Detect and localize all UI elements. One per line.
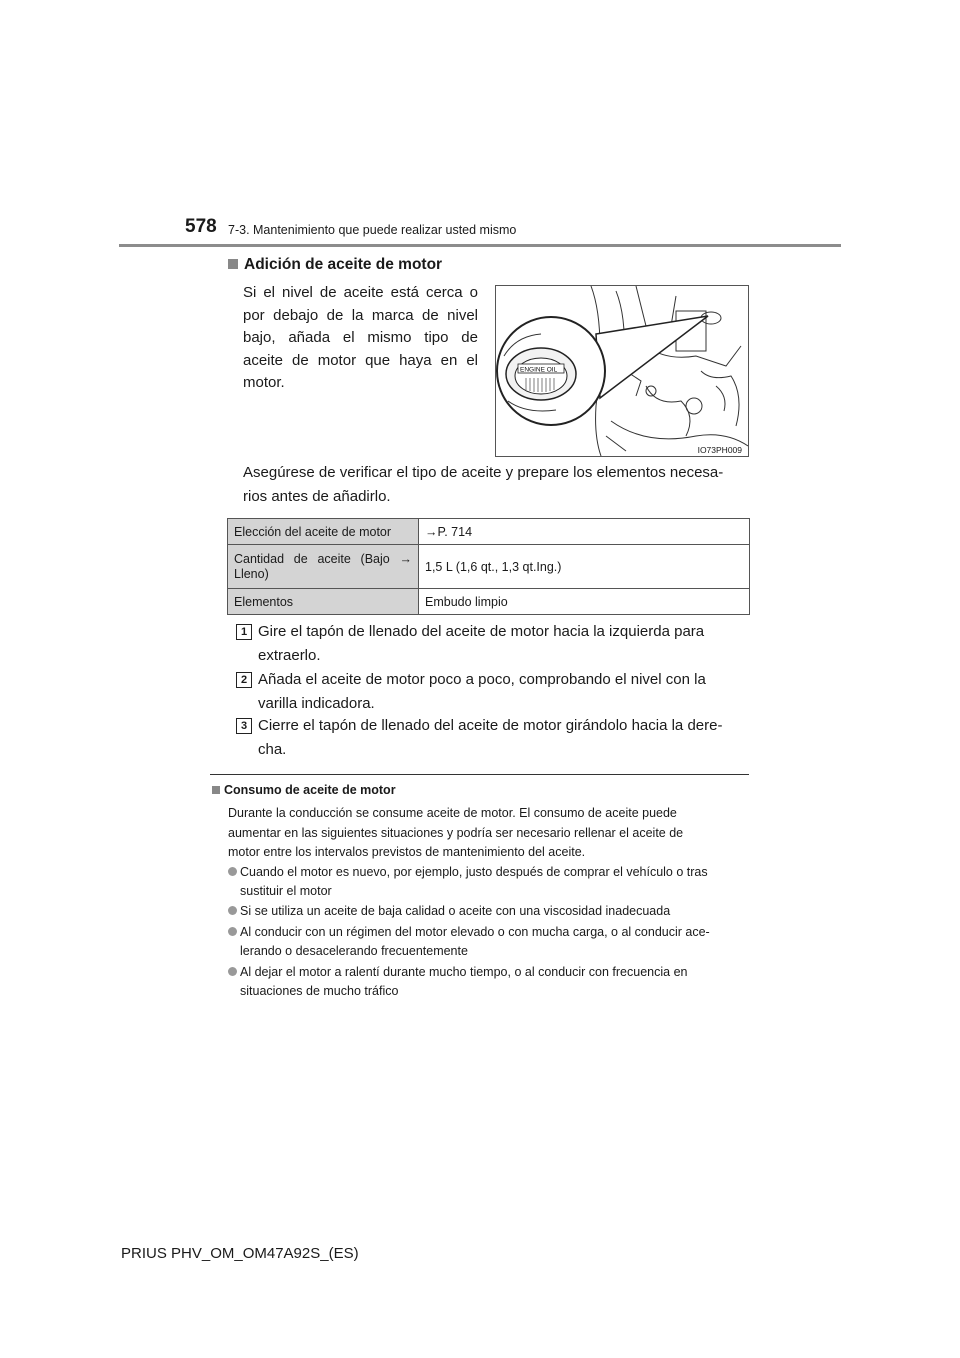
step-3-line-1: Cierre el tapón de llenado del aceite de motor girándolo hacia la dere- [258,717,723,734]
table-row [228,589,750,615]
square-bullet-icon [212,786,220,794]
oil-spec-table [227,518,750,615]
circle-bullet-icon [228,867,237,876]
step-number-1: 1 [236,624,252,640]
step-1-line-1: Gire el tapón de llenado del aceite de motor hacia la izquierda para [258,623,705,640]
intro-paragraph: Si el nivel de aceite está cerca o por debajo de la marca de nivel bajo, añada el mismo tipo de aceite de motor que haya en el motor. [243,284,478,392]
list-item [228,863,746,901]
table-key-line-2: Lleno) [234,566,269,581]
step-3-line-2: cha. [258,741,287,758]
illustration-code: IO73PH009 [697,445,742,455]
table-key: Elección del aceite de motor [228,519,419,545]
bullet-1-line-2: sustituir el motor [240,884,332,898]
list-item [228,963,746,1001]
table-key [228,545,419,589]
section-heading [228,256,442,274]
square-bullet-icon [228,259,238,269]
circle-bullet-icon [228,906,237,915]
bullet-2-line-1: Si se utiliza un aceite de baja calidad o aceite con una viscosidad inadecuada [240,904,671,918]
info-paragraph [228,804,746,863]
circle-bullet-icon [228,927,237,936]
step-2-line-2: varilla indicadora. [258,695,375,712]
table-row [228,545,750,589]
engine-oil-cap-illustration [495,285,749,457]
info-divider [210,774,749,775]
bullet-4-line-2: situaciones de mucho tráfico [240,984,399,998]
step-1-text [258,620,744,668]
list-item [228,923,746,961]
header-divider [119,244,841,247]
table-key: Elementos [228,589,419,615]
table-value: 1,5 L (1,6 qt., 1,3 qt.Ing.) [419,545,750,589]
bullet-3-line-2: lerando o desacelerando frecuentemente [240,944,468,958]
step-number-3: 3 [236,718,252,734]
step-number-2: 2 [236,672,252,688]
step-3-text [258,714,744,762]
list-item [228,902,746,921]
cap-label-text: ENGINE OIL [520,366,558,374]
info-line-3: motor entre los intervalos previstos de mantenimiento del aceite. [228,845,586,859]
document-footer: PRIUS PHV_OM_OM47A92S_(ES) [121,1245,359,1262]
step-2-line-1: Añada el aceite de motor poco a poco, comprobando el nivel con la [258,671,706,688]
info-line-2: aumentar en las siguientes situaciones y podría ser necesario rellenar el aceite de [228,825,684,840]
note-line-2: rios antes de añadirlo. [243,488,391,505]
info-heading-text: Consumo de aceite de motor [224,783,396,797]
table-value: Embudo limpio [419,589,750,615]
section-title: 7-3. Mantenimiento que puede realizar usted mismo [228,223,517,237]
bullet-3-line-1: Al conducir con un régimen del motor elevado o con mucha carga, o al conducir ace- [240,925,710,939]
circle-bullet-icon [228,967,237,976]
note-line-1: Asegúrese de verificar el tipo de aceite y prepare los elementos necesa- [243,464,724,481]
step-2-text [258,668,744,716]
table-row [228,519,750,545]
page-number: 578 [185,216,217,237]
table-key-line-1: Cantidad de aceite (Bajo → [234,551,412,566]
info-heading [212,783,396,797]
preparation-note [243,461,748,509]
section-heading-text: Adición de aceite de motor [244,256,443,273]
bullet-4-line-1: Al dejar el motor a ralentí durante mucho tiempo, o al conducir con frecuencia en [240,965,688,979]
table-value: →P. 714 [419,519,750,545]
engine-bay-drawing [496,286,748,456]
step-1-line-2: extraerlo. [258,647,321,664]
bullet-1-line-1: Cuando el motor es nuevo, por ejemplo, justo después de comprar el vehículo o tras [240,865,708,879]
info-line-1: Durante la conducción se consume aceite de motor. El consumo de aceite puede [228,806,677,820]
